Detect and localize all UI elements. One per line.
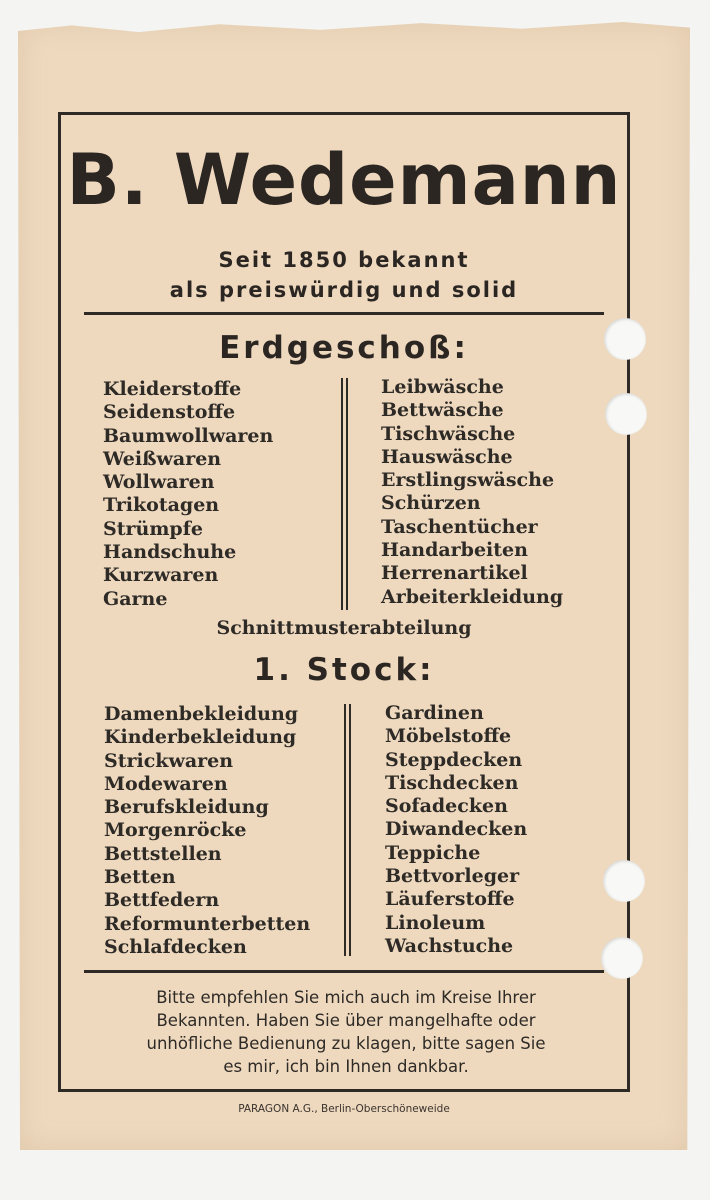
list-item: Möbelstoffe xyxy=(385,725,512,748)
list-item: Trikotagen xyxy=(103,494,220,517)
list-item: Berufskleidung xyxy=(104,796,269,819)
company-title: B. Wedemann xyxy=(66,139,622,221)
ground-floor-left-list xyxy=(103,378,273,611)
list-item: Strümpfe xyxy=(103,517,203,540)
list-item: Wollwaren xyxy=(103,471,215,494)
list-item: Bettvorleger xyxy=(385,865,520,888)
footer-line: Bitte empfehlen Sie mich auch im Kreise Ihrer xyxy=(156,988,536,1007)
punch-hole xyxy=(603,860,645,902)
list-item: Garne xyxy=(103,587,168,610)
list-item: Morgenröcke xyxy=(104,819,247,842)
slogan-line-2: als preiswürdig und solid xyxy=(169,278,519,302)
list-item: Modewaren xyxy=(104,772,228,795)
list-item: Arbeiterkleidung xyxy=(381,585,564,608)
list-item: Bettstellen xyxy=(104,842,222,865)
printer-imprint: PARAGON A.G., Berlin-Oberschöneweide xyxy=(238,1103,450,1115)
list-item: Teppiche xyxy=(385,841,481,864)
list-item: Bettfedern xyxy=(104,889,220,912)
first-floor-heading: 1. Stock: xyxy=(253,652,435,688)
footer-line: es mir, ich bin Ihnen dankbar. xyxy=(223,1057,469,1076)
punch-hole xyxy=(601,937,643,979)
list-item: Damenbekleidung xyxy=(104,703,299,725)
list-item: Hauswäsche xyxy=(381,445,513,468)
list-item: Steppdecken xyxy=(385,748,523,771)
list-item: Herrenartikel xyxy=(381,562,528,585)
list-item: Sofadecken xyxy=(385,795,508,818)
list-item: Bettwäsche xyxy=(381,399,504,422)
list-item: Wachstuche xyxy=(385,934,514,957)
column-divider-ground xyxy=(341,378,348,610)
column-divider-first xyxy=(344,704,351,956)
divider-rule-bottom xyxy=(84,970,604,973)
first-floor-left-list xyxy=(104,703,310,959)
list-item: Betten xyxy=(104,866,176,889)
list-item: Läuferstoffe xyxy=(385,888,515,911)
punch-hole xyxy=(604,318,646,360)
list-item: Baumwollwaren xyxy=(103,424,274,447)
list-item: Diwandecken xyxy=(385,818,528,841)
list-item: Gardinen xyxy=(385,702,484,724)
punch-hole xyxy=(605,393,647,435)
list-item: Schürzen xyxy=(381,492,481,515)
list-item: Strickwaren xyxy=(104,749,234,772)
list-item: Linoleum xyxy=(385,911,486,934)
footer-line: Bekannten. Haben Sie über mangelhafte oder xyxy=(156,1011,536,1030)
footer-line: unhöfliche Bedienung zu klagen, bitte sagen Sie xyxy=(146,1034,546,1053)
ground-floor-heading: Erdgeschoß: xyxy=(219,330,469,366)
list-item: Erstlingswäsche xyxy=(381,469,555,492)
footer-note xyxy=(96,986,596,1078)
list-item: Taschentücher xyxy=(381,515,538,538)
list-item: Leibwäsche xyxy=(381,376,504,398)
first-floor-right-list xyxy=(385,702,527,958)
list-item: Kurzwaren xyxy=(103,564,219,587)
list-item: Kinderbekleidung xyxy=(104,726,297,749)
list-item: Weißwaren xyxy=(103,447,222,470)
list-item: Reformunterbetten xyxy=(104,912,311,935)
list-item: Tischdecken xyxy=(385,771,519,794)
list-item: Handarbeiten xyxy=(381,539,528,562)
divider-rule-top xyxy=(84,312,604,315)
list-item: Seidenstoffe xyxy=(103,401,236,424)
list-item: Schlafdecken xyxy=(104,935,247,958)
list-item: Handschuhe xyxy=(103,541,237,564)
list-item: Kleiderstoffe xyxy=(103,378,242,400)
ground-floor-right-list xyxy=(381,376,563,609)
pattern-department: Schnittmusterabteilung xyxy=(216,617,472,639)
list-item: Tischwäsche xyxy=(381,422,516,445)
slogan-line-1: Seit 1850 bekannt xyxy=(218,248,470,272)
